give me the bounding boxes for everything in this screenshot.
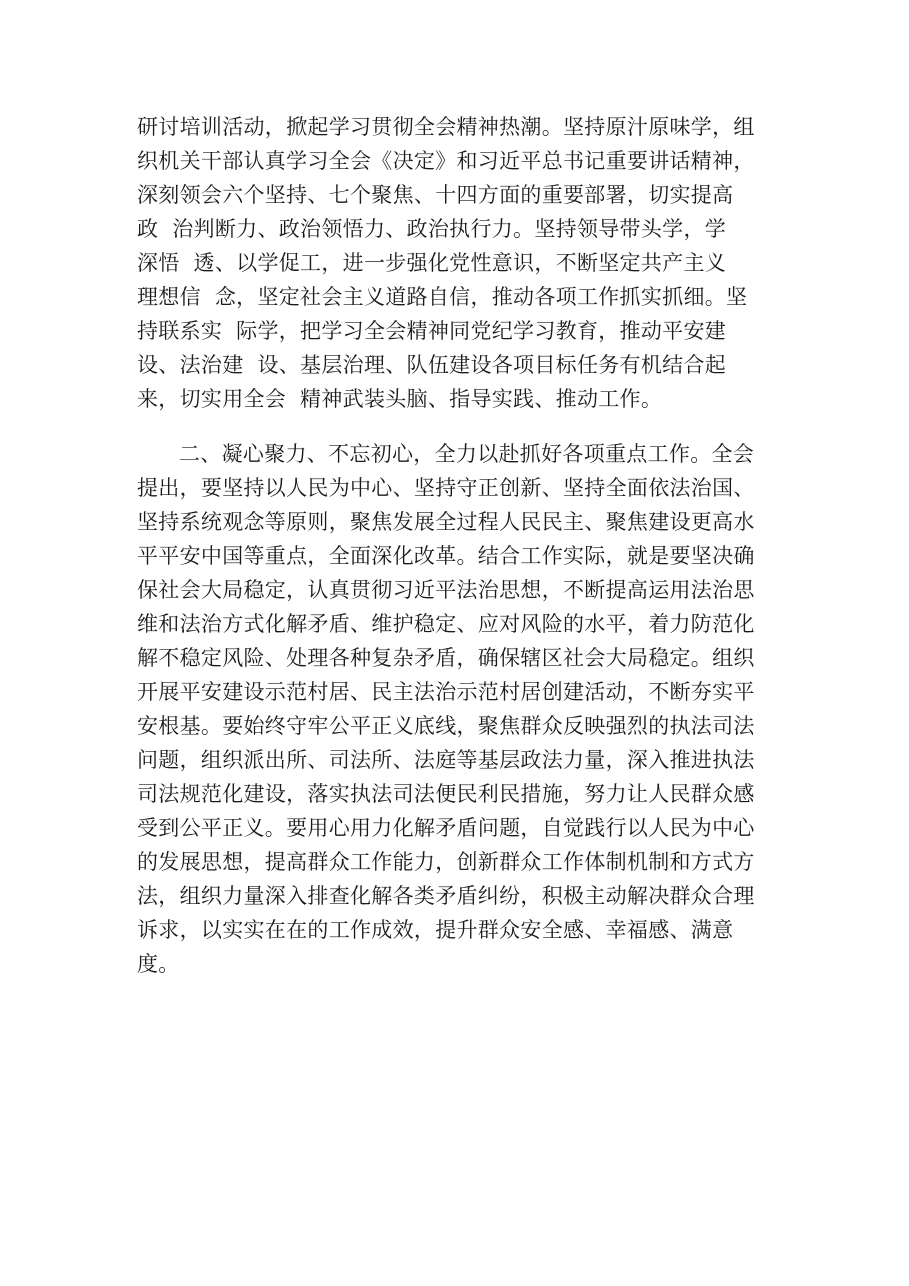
paragraph-study-activities: [137, 110, 777, 416]
text-line: 度。: [137, 952, 180, 976]
text-line: 提出，要坚持以人民为中心、坚持守正创新、坚持全面依法治国、: [137, 476, 755, 500]
text-line: 深刻领会六个坚持、七个聚焦、十四方面的重要部署，切实提高: [137, 183, 734, 207]
text-line: 开展平安建设示范村居、民主法治示范村居创建活动，不断夯实平: [137, 680, 755, 704]
text-line: 理想信 念，坚定社会主义道路自信，推动各项工作抓实抓细。坚: [137, 285, 748, 309]
paragraph-key-work: [137, 437, 777, 981]
text-line: 来，切实用全会 精神武装头脑、指导实践、推动工作。: [137, 387, 663, 411]
text-line: 研讨培训活动，掀起学习贯彻全会精神热潮。坚持原汁原味学，组: [137, 115, 755, 139]
text-line: 维和法治方式化解矛盾、维护稳定、应对风险的水平，着力防范化: [137, 612, 755, 636]
text-line: 持联系实 际学，把学习全会精神同党纪学习教育，推动平安建: [137, 319, 727, 343]
text-line: 坚持系统观念等原则，聚焦发展全过程人民民主、聚焦建设更高水: [137, 510, 755, 534]
text-line: 织机关干部认真学习全会《决定》和习近平总书记重要讲话精神，: [137, 149, 755, 173]
text-line: 诉求，以实实在在的工作成效，提升群众安全感、幸福感、满意: [137, 918, 734, 942]
text-line: 平平安中国等重点，全面深化改革。结合工作实际，就是要坚决确: [137, 544, 755, 568]
text-line: 的发展思想，提高群众工作能力，创新群众工作体制机制和方式方: [137, 850, 755, 874]
text-line: 问题，组织派出所、司法所、法庭等基层政法力量，深入推进执法: [137, 748, 755, 772]
text-line: 安根基。要始终守牢公平正义底线，聚焦群众反映强烈的执法司法: [137, 714, 755, 738]
text-line: 设、法治建 设、基层治理、队伍建设各项目标任务有机结合起: [137, 353, 727, 377]
text-line: 解不稳定风险、处理各种复杂矛盾，确保辖区社会大局稳定。组织: [137, 646, 755, 670]
text-line-indented: 二、凝心聚力、不忘初心，全力以赴抓好各项重点工作。全会: [179, 442, 755, 466]
text-line: 法，组织力量深入排查化解各类矛盾纠纷，积极主动解决群众合理: [137, 884, 755, 908]
text-line: 深悟 透、以学促工，进一步强化党性意识，不断坚定共产主义: [137, 251, 727, 275]
text-line: 保社会大局稳定，认真贯彻习近平法治思想，不断提高运用法治思: [137, 578, 755, 602]
text-line: 司法规范化建设，落实执法司法便民利民措施，努力让人民群众感: [137, 782, 755, 806]
text-line: 政 治判断力、政治领悟力、政治执行力。坚持领导带头学，学: [137, 217, 727, 241]
text-line: 受到公平正义。要用心用力化解矛盾问题，自觉践行以人民为中心: [137, 816, 755, 840]
